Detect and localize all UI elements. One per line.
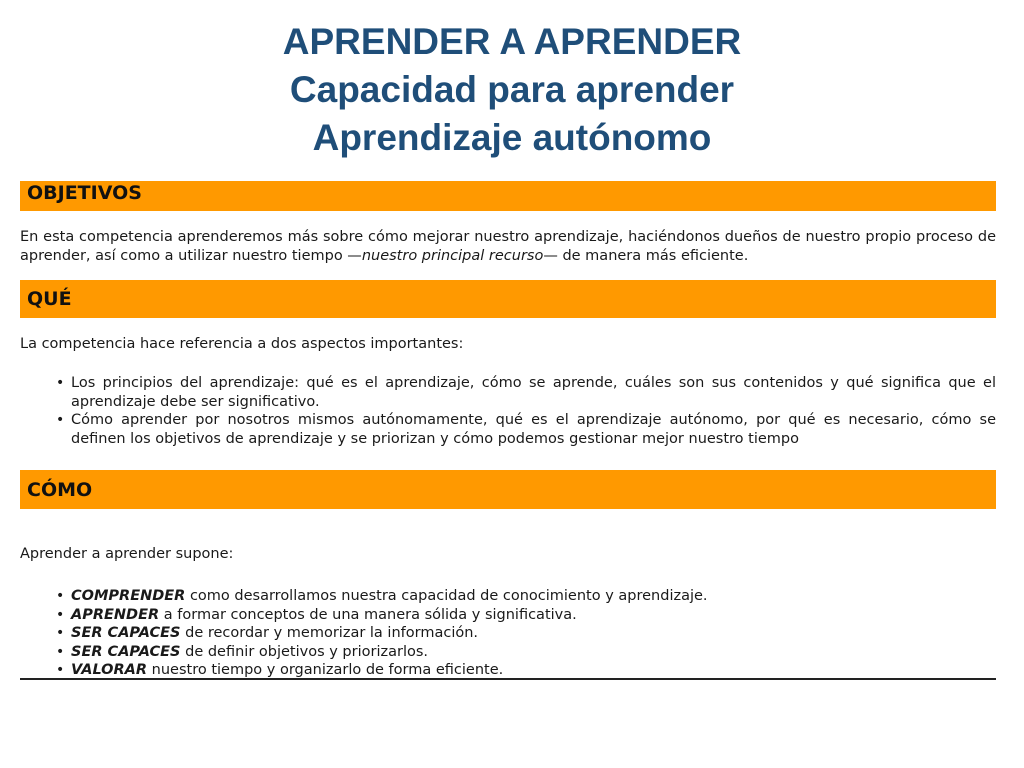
title-line-1: APRENDER A APRENDER (282, 21, 742, 62)
como-list (20, 587, 996, 680)
list-item-text: nuestro tiempo y organizarlo de forma eficiente. (147, 662, 504, 678)
list-item-keyword: COMPRENDER (71, 588, 186, 604)
list-item-keyword: SER CAPACES (71, 625, 181, 641)
list-item: • Cómo aprender por nosotros mismos autónomamente, qué es el aprendizaje autónomo, por qué es necesario, cómo se definen los objetivos de aprendizaje y se priorizan y cómo podemos gestionar mejor nuestro tiempo (71, 411, 996, 448)
bottom-divider (20, 678, 996, 680)
list-item-text: como desarrollamos nuestra capacidad de conocimiento y aprendizaje. (185, 588, 708, 604)
title-line-2: Capacidad para aprender (289, 69, 735, 110)
objetivos-text-a: En esta competencia aprenderemos más sobre cómo mejorar nuestro aprendizaje, haciéndonos dueños de nuestro propio proceso de aprender, así como a utilizar nuestro tiempo — (20, 229, 996, 264)
slide-title (0, 18, 1024, 162)
objetivos-text-b: — de manera más eficiente. (543, 248, 749, 264)
list-item (71, 643, 996, 662)
list-item (71, 624, 996, 643)
objetivos-text-emphasis: nuestro principal recurso (361, 248, 544, 264)
como-heading: CÓMO (20, 470, 996, 509)
list-item-text: de definir objetivos y priorizarlos. (180, 643, 429, 660)
list-item-keyword: APRENDER (71, 606, 160, 623)
list-item-keyword: SER CAPACES (71, 643, 181, 660)
que-heading: QUÉ (20, 280, 996, 318)
objetivos-heading: OBJETIVOS (20, 181, 996, 211)
que-intro: La competencia hace referencia a dos aspectos importantes: (20, 336, 464, 352)
title-line-3: Aprendizaje autónomo (312, 117, 712, 158)
list-item-text: a formar conceptos de una manera sólida y significativa. (159, 606, 577, 623)
list-item: • Los principios del aprendizaje: qué es el aprendizaje, cómo se aprende, cuáles son sus contenidos y qué significa que el aprendizaje debe ser significativo. (71, 374, 996, 411)
objetivos-paragraph (20, 228, 996, 266)
list-item (71, 606, 996, 625)
list-item-text: de recordar y memorizar la información. (180, 625, 479, 641)
list-item-keyword: VALORAR (71, 662, 148, 678)
list-item (71, 587, 996, 606)
list-item (71, 661, 996, 680)
como-intro: Aprender a aprender supone: (20, 546, 234, 562)
que-list (20, 374, 996, 448)
